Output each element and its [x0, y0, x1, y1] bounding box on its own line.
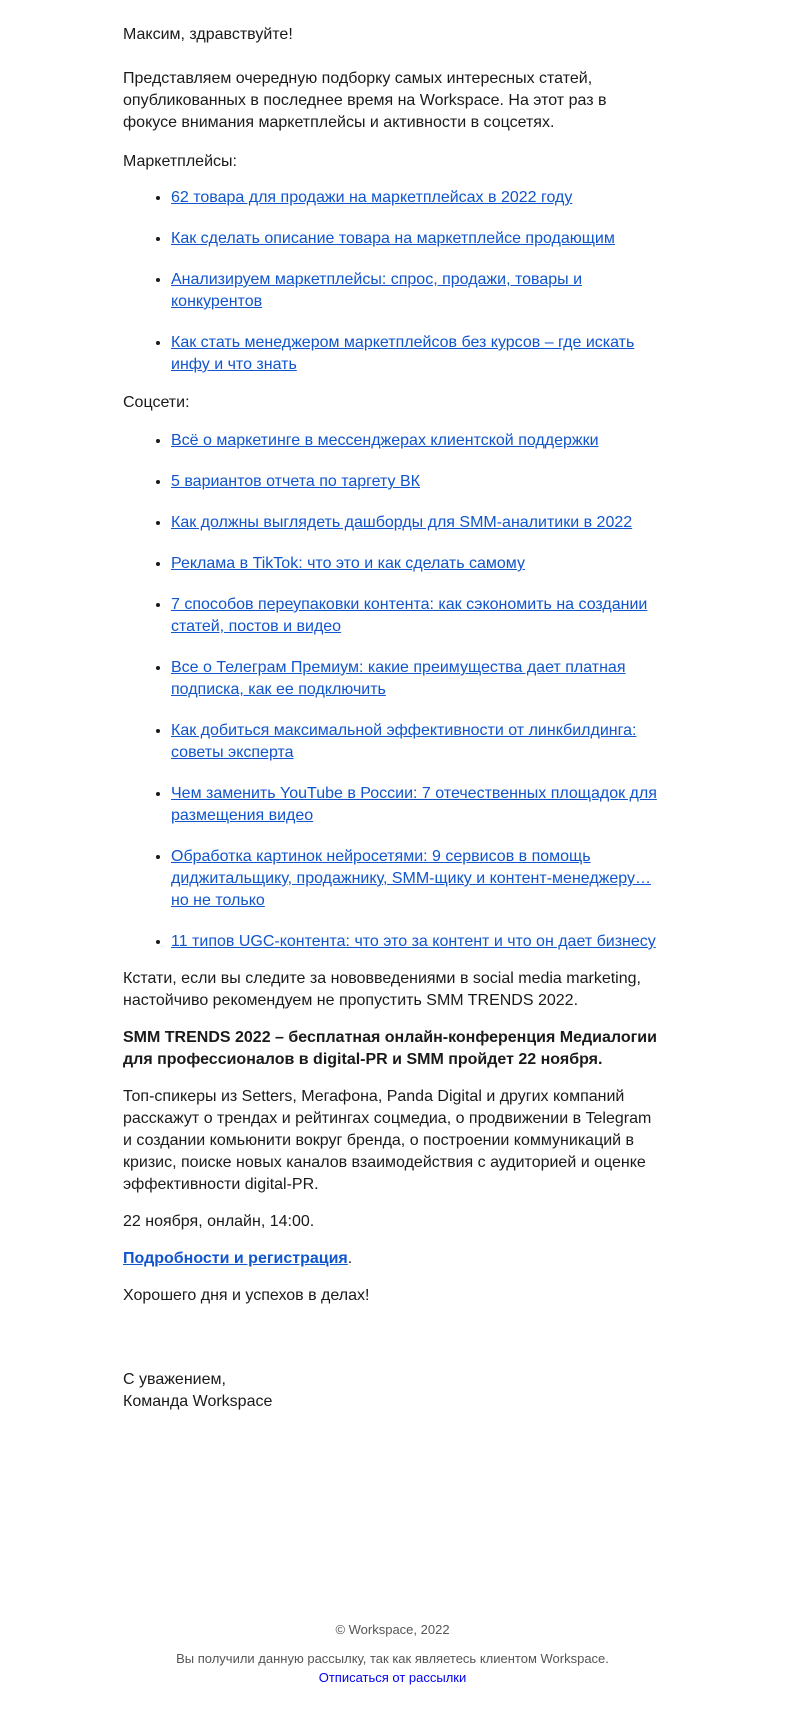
- article-link[interactable]: Обработка картинок нейросетями: 9 сервисов в помощь диджитальщику, продажнику, SMM-щику и контент-менеджеру… но не только: [171, 848, 651, 909]
- list-item: [171, 720, 663, 764]
- closing-line: Хорошего дня и успехов в делах!: [123, 1287, 370, 1304]
- marketplaces-list: [123, 187, 663, 376]
- social-label: Соцсети:: [123, 394, 190, 411]
- list-item: [171, 430, 663, 452]
- article-link[interactable]: 11 типов UGC-контента: что это за контент и что он дает бизнесу: [171, 933, 656, 950]
- signature-regards: С уважением,: [123, 1371, 226, 1388]
- list-item: [171, 269, 663, 313]
- list-item: [171, 931, 663, 953]
- footer-note: Вы получили данную рассылку, так как являетесь клиентом Workspace.: [176, 1651, 609, 1666]
- article-link[interactable]: 62 товара для продажи на маркетплейсах в 2022 году: [171, 189, 573, 206]
- email-footer: [0, 1620, 785, 1687]
- signature: [123, 1369, 663, 1413]
- list-item: [171, 553, 663, 575]
- event-details: 22 ноября, онлайн, 14:00.: [123, 1213, 315, 1230]
- email-body: [123, 24, 663, 1413]
- article-link[interactable]: Всё о маркетинге в мессенджерах клиентской поддержки: [171, 432, 599, 449]
- signature-team: Команда Workspace: [123, 1393, 273, 1410]
- unsubscribe-link[interactable]: Отписаться от рассылки: [318, 1670, 467, 1685]
- list-item: [171, 846, 663, 912]
- smm-intro: Кстати, если вы следите за нововведениями в social media marketing, настойчиво рекомендуем не пропустить SMM TRENDS 2022.: [123, 970, 641, 1009]
- marketplaces-label: Маркетплейсы:: [123, 153, 237, 170]
- list-item: [171, 228, 663, 250]
- list-item: [171, 512, 663, 534]
- footer-copyright: © Workspace, 2022: [335, 1622, 450, 1637]
- list-item: [171, 332, 663, 376]
- article-link[interactable]: Реклама в TikTok: что это и как сделать самому: [171, 555, 525, 572]
- article-link[interactable]: Как должны выглядеть дашборды для SMM-аналитики в 2022: [171, 514, 633, 531]
- intro-paragraph: Представляем очередную подборку самых интересных статей, опубликованных в последнее время на Workspace. На этот раз в фокусе внимания маркетплейсы и активности в соцсетях.: [123, 70, 607, 131]
- registration-suffix: .: [347, 1250, 353, 1267]
- article-link[interactable]: Все о Телеграм Премиум: какие преимущества дает платная подписка, как ее подключить: [171, 659, 626, 698]
- article-link[interactable]: Как стать менеджером маркетплейсов без курсов – где искать инфу и что знать: [171, 334, 635, 373]
- list-item: [171, 594, 663, 638]
- article-link[interactable]: Анализируем маркетплейсы: спрос, продажи, товары и конкурентов: [171, 271, 583, 310]
- registration-link[interactable]: Подробности и регистрация: [123, 1250, 348, 1267]
- smm-description: Топ-спикеры из Setters, Мегафона, Panda Digital и других компаний расскажут о трендах и рейтингах соцмедиа, о продвижении в Telegram и создании комьюнити вокруг бренда, о построении коммуникаций в кризис, поиске новых каналов взаимодействия с аудиторией и оценке эффективности digital-PR.: [123, 1088, 652, 1193]
- article-link[interactable]: Чем заменить YouTube в России: 7 отечественных площадок для размещения видео: [171, 785, 657, 824]
- list-item: [171, 783, 663, 827]
- article-link[interactable]: Как сделать описание товара на маркетплейсе продающим: [171, 230, 615, 247]
- list-item: [171, 187, 663, 209]
- article-link[interactable]: 7 способов переупаковки контента: как сэкономить на создании статей, постов и видео: [171, 596, 648, 635]
- list-item: [171, 471, 663, 493]
- article-link[interactable]: Как добиться максимальной эффективности от линкбилдинга: советы эксперта: [171, 722, 637, 761]
- social-list: [123, 430, 663, 953]
- article-link[interactable]: 5 вариантов отчета по таргету ВК: [171, 473, 420, 490]
- registration-line: [123, 1248, 663, 1270]
- list-item: [171, 657, 663, 701]
- greeting: Максим, здравствуйте!: [123, 26, 293, 43]
- smm-headline: SMM TRENDS 2022 – бесплатная онлайн-конференция Медиалогии для профессионалов в digital-PR и SMM пройдет 22 ноября.: [123, 1029, 657, 1068]
